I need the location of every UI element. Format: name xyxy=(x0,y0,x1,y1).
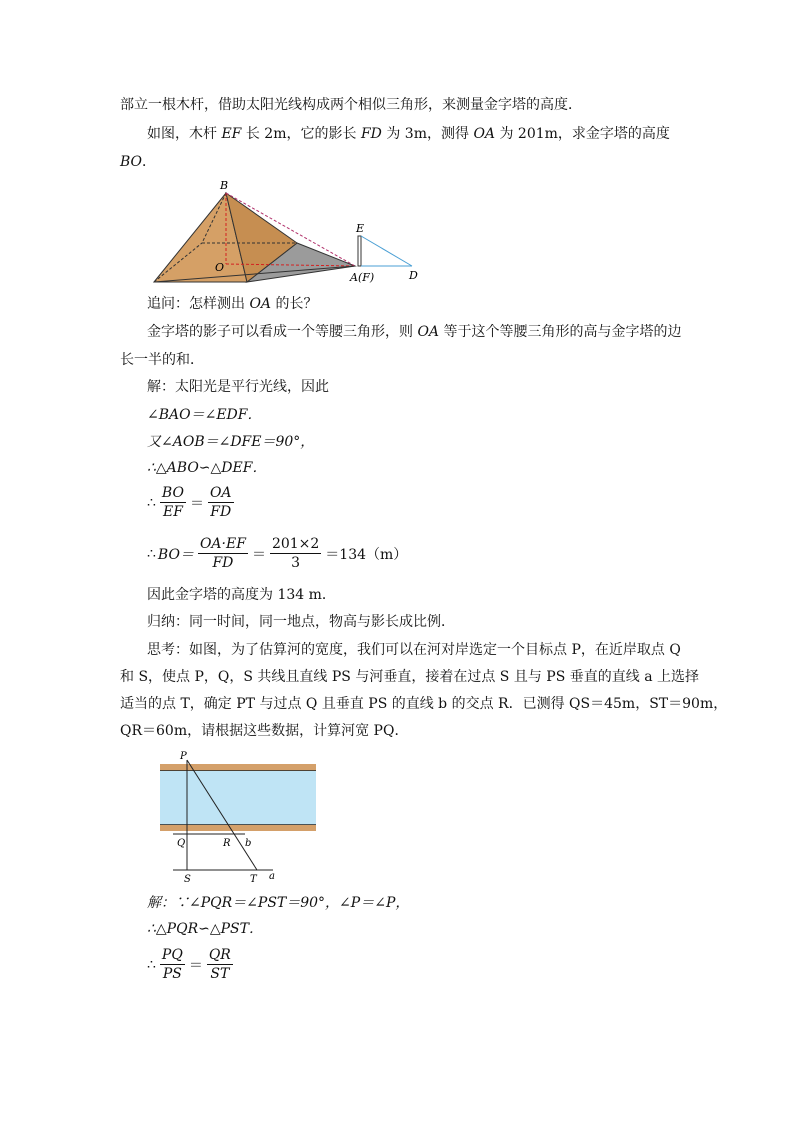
line-solution2-2: ∴△PQR∽△PST． xyxy=(147,921,263,937)
near-bank xyxy=(160,825,316,831)
label-b-line: b xyxy=(245,838,252,849)
river-water xyxy=(160,771,316,825)
pole-ef xyxy=(358,236,361,266)
line-problem-1: 如图，木杆 EF 长 2m，它的影长 FD 为 3m，测得 OA 为 201m，求金字塔的高度 xyxy=(147,126,670,142)
fraction-eq-4: ∴ $\frac{BO}{EF}$ ＝ $\frac{OA}{FD}$ xyxy=(147,485,232,520)
line-question: 追问：怎样测出 OA 的长？ xyxy=(147,296,318,312)
label-e: E xyxy=(356,222,365,235)
label-s: S xyxy=(184,874,191,885)
line-eq-1: ∠BAO＝∠EDF． xyxy=(147,407,262,423)
river-figure xyxy=(155,748,320,886)
label-q: Q xyxy=(177,838,186,849)
line-solution-intro: 解：太阳光是平行光线，因此 xyxy=(147,379,329,395)
label-o: O xyxy=(215,261,225,274)
label-d: D xyxy=(409,269,418,282)
line-result: 因此金字塔的高度为 134 m． xyxy=(147,587,336,603)
line-problem-2: BO． xyxy=(120,154,157,170)
label-r: R xyxy=(223,838,231,849)
fraction-eq-5: ∴ BO＝ $\frac{OA\cdot EF}{FD}$ ＝ $\frac{201\times 2}{3}$ ＝134（m） xyxy=(147,536,408,571)
line-eq-3: ∴△ABO∽△DEF． xyxy=(147,460,267,476)
line-intro: 部立一根木杆，借助太阳光线构成两个相似三角形，来测量金字塔的高度． xyxy=(120,97,582,113)
pyramid-figure xyxy=(150,178,430,286)
line-solution2-1: 解：∵∠PQR＝∠PST＝90°，∠P＝∠P， xyxy=(147,895,410,911)
line-think-1: 思考：如图，为了估算河的宽度，我们可以在河对岸选定一个目标点 P，在近岸取点 Q xyxy=(147,642,681,658)
label-t: T xyxy=(250,874,257,885)
shadow-ray-ed xyxy=(361,236,412,266)
line-answer-2: 长一半的和． xyxy=(120,352,204,368)
fraction-eq-6: ∴ $\frac{PQ}{PS}$ ＝ $\frac{QR}{ST}$ xyxy=(147,947,231,982)
far-bank xyxy=(160,764,316,771)
line-think-4: QR＝60m，请根据这些数据，计算河宽 PQ． xyxy=(120,723,409,739)
line-think-2: 和 S，使点 P，Q，S 共线且直线 PS 与河垂直，接着在过点 S 且与 PS 垂直的直线 a 上选择 xyxy=(120,669,699,685)
label-b: B xyxy=(220,179,229,192)
label-a-line: a xyxy=(269,871,275,882)
line-eq-2: 又∠AOB＝∠DFE＝90°， xyxy=(147,434,315,450)
line-think-3: 适当的点 T，确定 PT 与过点 Q 且垂直 PS 的直线 b 的交点 R．已测得 QS＝45m，ST＝90m， xyxy=(120,696,728,712)
label-af: A(F) xyxy=(350,271,375,284)
label-p: P xyxy=(180,751,187,762)
line-answer-1: 金字塔的影子可以看成一个等腰三角形，则 OA 等于这个等腰三角形的高与金字塔的边 xyxy=(147,324,682,340)
line-summary: 归纳：同一时间，同一地点，物高与影长成比例． xyxy=(147,614,455,630)
